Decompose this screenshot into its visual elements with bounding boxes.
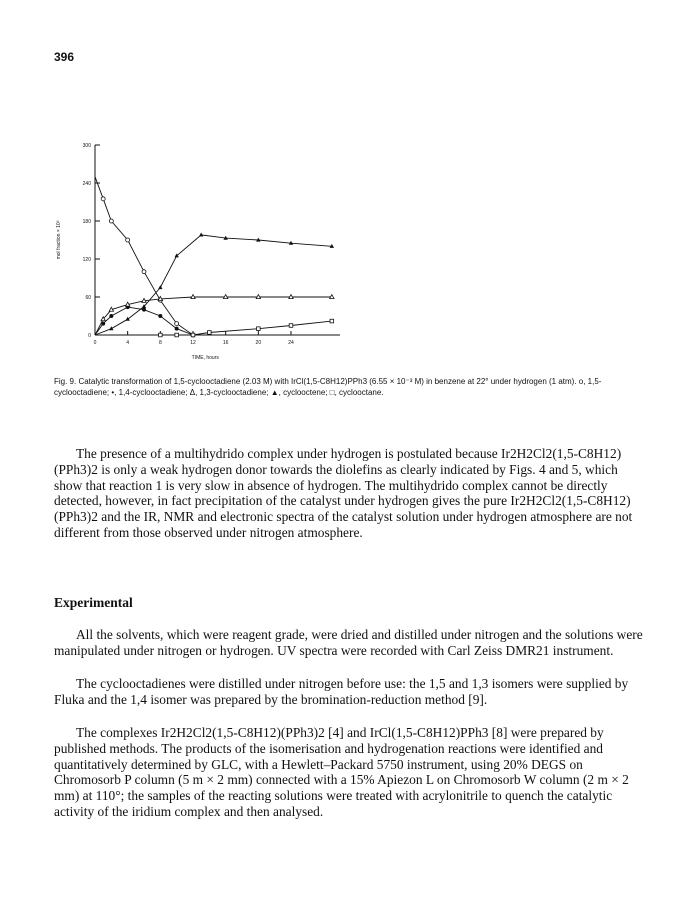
paragraph-multihydrido: The presence of a multihydrido complex under hydrogen is postulated because Ir2H2Cl2(1,5-C8H12)(PPh3)2 is only a weak hydrogen donor towards the diolefins as clearly indicated by Figs. 4 and 5, which show that reaction 1 is very slow in absence of hydrogen. The multihydrido complex cannot be directly detected, however, in fact precipitation of the catalyst under hydrogen gives the pure Ir2H2Cl2(1,5-C8H12)(PPh3)2 and the IR, NMR and electronic spectra of the catalyst solution under hydrogen atmosphere are not different from those observed under nitrogen atmosphere. <box>54 446 633 540</box>
data-point <box>109 314 113 318</box>
data-point <box>158 285 162 289</box>
figure-9-chart <box>40 130 360 360</box>
data-point <box>208 331 212 335</box>
x-tick-label: 20 <box>255 340 262 346</box>
data-point <box>330 295 334 299</box>
figure-caption: Fig. 9. Catalytic transformation of 1,5-cyclooctadiene (2.03 M) with IrCl(1,5-C8H12)PPh3 (6.55 × 10⁻³ M) in benzene at 22° under hydrogen (1 atm). o, 1,5-cyclooctadiene; •, 1,4-cyclooctadiene; Δ, 1,3-cyclooctadiene; ▲, cyclooctene; □, cyclooctane. <box>54 377 602 397</box>
data-point <box>191 333 195 337</box>
data-point <box>330 319 334 323</box>
data-point <box>126 238 130 242</box>
data-point <box>142 298 146 302</box>
y-tick-label: 300 <box>82 143 91 149</box>
x-tick-label: 8 <box>158 340 162 346</box>
data-point <box>289 295 293 299</box>
data-point <box>109 219 113 223</box>
paragraph-solvents: All the solvents, which were reagent grade, were dried and distilled under nitrogen and the solutions were manipulated under nitrogen or hydrogen. UV spectra were recorded with Carl Zeiss DMR21 instrument. <box>54 627 643 658</box>
y-tick-label: 180 <box>82 219 91 225</box>
data-point <box>289 324 293 328</box>
y-tick-label: 120 <box>82 257 91 263</box>
y-tick-label: 60 <box>85 295 91 301</box>
series-line-3 <box>95 297 332 335</box>
y-tick-label: 240 <box>82 181 91 187</box>
data-point <box>191 295 195 299</box>
x-tick-label: 4 <box>126 340 130 346</box>
series-line-5 <box>95 321 332 335</box>
data-point <box>101 197 105 201</box>
data-point <box>159 333 163 337</box>
data-point <box>158 314 162 318</box>
paragraph-complexes: The complexes Ir2H2Cl2(1,5-C8H12)(PPh3)2 [4] and IrCl(1,5-C8H12)PPh3 [8] were prepared by published methods. The products of the isomerisation and hydrogenation reactions were identified and quantitatively determined by GLC, with a Hewlett–Packard 5750 instrument, using 20% DEGS on Chromosorb P column (5 m × 2 mm) connected with a 15% Apiezon L on Chromosorb W column (2 m × 2 mm) at 110°; the samples of the reacting solutions were treated with acrylonitrile to quench the catalytic activity of the iridium complex and then analysed. <box>54 725 629 819</box>
data-point <box>142 308 146 312</box>
data-point <box>175 322 179 326</box>
data-point <box>125 317 129 321</box>
section-heading-experimental: Experimental <box>54 595 133 610</box>
x-tick-label: 12 <box>190 340 196 346</box>
data-point <box>109 307 113 311</box>
data-point <box>256 295 260 299</box>
page-number: 396 <box>54 50 75 64</box>
paragraph-cyclooctadienes: The cyclooctadienes were distilled under nitrogen before use: the 1,5 and 1,3 isomers were supplied by Fluka and the 1,4 isomer was prepared by the bromination-reduction method [9]. <box>54 676 629 707</box>
series-line-4 <box>95 235 332 335</box>
x-tick-label: 24 <box>288 340 294 346</box>
data-point <box>175 327 179 331</box>
y-tick-label: 0 <box>88 333 91 339</box>
data-point <box>175 333 179 337</box>
y-axis-label: mol fraction × 10³ <box>56 220 62 260</box>
data-point <box>257 327 261 331</box>
x-tick-label: 16 <box>222 340 229 346</box>
x-axis-label: TIME, hours <box>191 355 219 360</box>
data-point <box>142 270 146 274</box>
data-point <box>125 302 129 306</box>
data-point <box>223 295 227 299</box>
x-tick-label: 0 <box>93 340 97 346</box>
data-point <box>199 233 203 237</box>
